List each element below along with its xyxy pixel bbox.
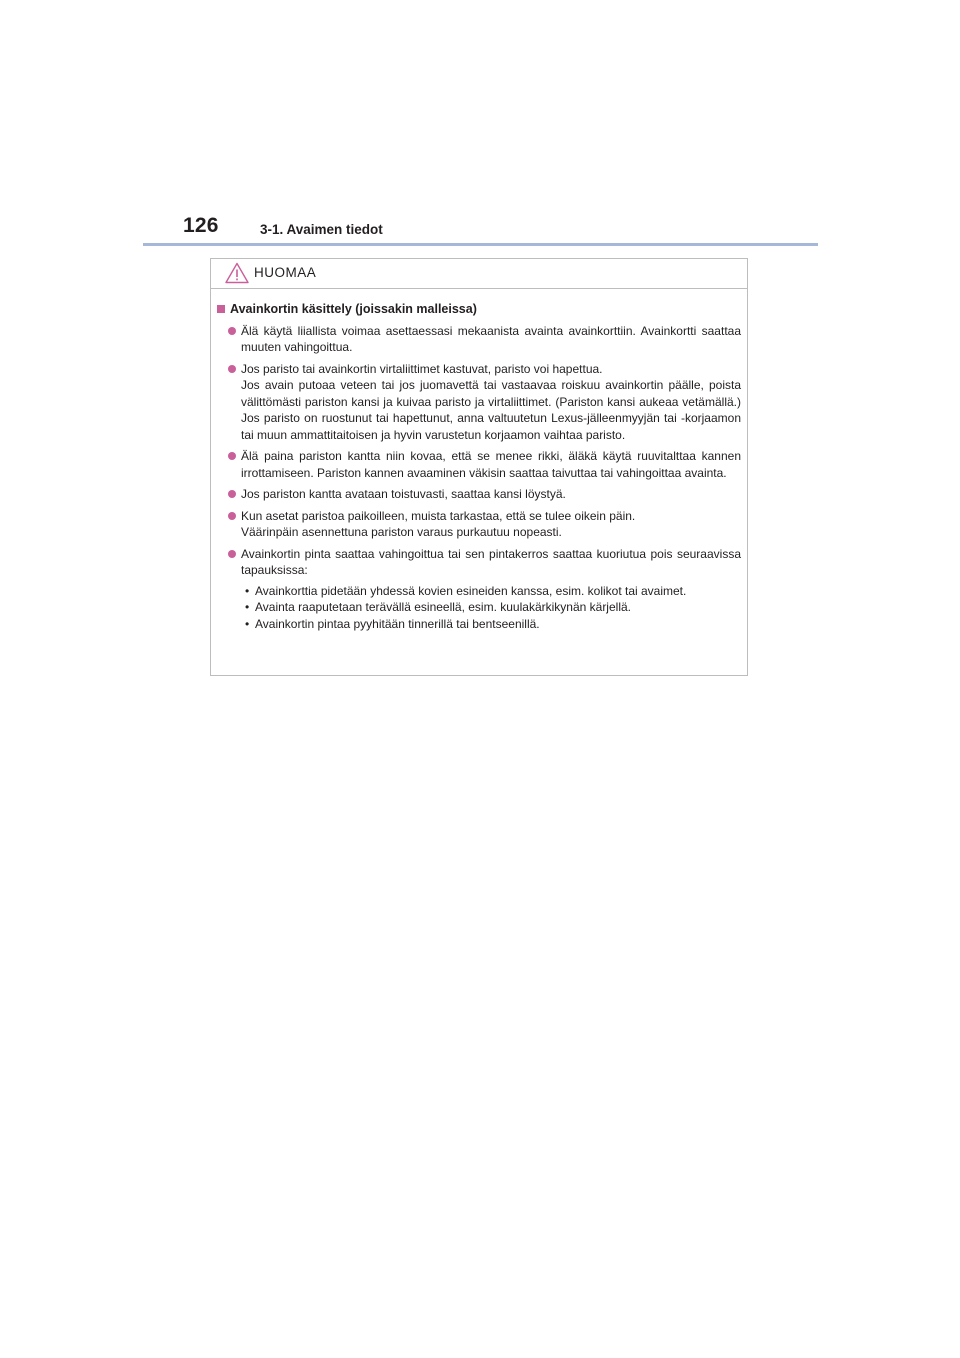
bullet-item [228,448,741,481]
subheading-text: Avainkortin käsittely (joissakin malleissa) [230,302,477,316]
notice-box [210,258,748,676]
bullet-text [241,486,741,503]
section-title: 3-1. Avaimen tiedot [260,222,383,237]
warning-triangle-icon [225,262,249,284]
notice-subheading [217,301,741,318]
round-bullet-icon [228,365,236,373]
sub-list-text: Avainta raaputetaan terävällä esineellä, esim. kuulakärkikynän kärjellä. [255,600,631,614]
small-bullet-icon: • [245,583,250,598]
header-rule [143,243,818,246]
bullet-paragraph: Kun asetat paristoa paikoilleen, muista tarkastaa, että se tulee oikein päin. [241,508,636,523]
round-bullet-icon [228,512,236,520]
bullet-paragraph: Avainkortin pinta saattaa vahingoittua tai sen pintakerros saattaa kuoriutua pois seuraavissa tapauksissa: [241,546,741,577]
small-bullet-icon: • [245,616,250,631]
page-number: 126 [183,214,219,237]
bullet-item [228,508,741,541]
bullet-text [241,546,741,633]
square-bullet-icon [217,305,225,313]
bullet-paragraph: Jos avain putoaa veteen tai jos juomavettä tai vastaavaa roiskuu avainkortin päälle, poista välittömästi pariston kansi ja kuivaa paristo ja virtaliittimet. (Pariston kansi aukeaa vetämällä.) Jos paristo on ruostunut tai hapettunut, anna valtuutetun Lexus-jälleenmyyjän tai -korjaamon tai muun ammattitaitoisen ja hyvin varustetun korjaamon vaihtaa paristo. [241,378,741,442]
round-bullet-icon [228,327,236,335]
sub-list-item [245,583,741,600]
bullet-item [228,486,741,503]
bullet-paragraph: Älä käytä liiallista voimaa asettaessasi mekaanista avainta avainkorttiin. Avainkortti saattaa muuten vahingoittua. [241,323,741,354]
round-bullet-icon [228,490,236,498]
bullet-paragraph: Jos paristo tai avainkortin virtaliittimet kastuvat, paristo voi hapettua. [241,361,603,376]
bullet-paragraph: Älä paina pariston kantta niin kovaa, että se menee rikki, äläkä käytä ruuvitalttaa kannen irrottamiseen. Pariston kannen avaaminen väkisin saattaa taivuttaa tai vahingoittaa avainta. [241,449,741,480]
sub-list-item [245,616,741,633]
bullet-text [241,323,741,356]
bullet-item [228,546,741,633]
sub-list-item [245,599,741,616]
notice-body [211,289,747,632]
sub-list-text: Avainkorttia pidetään yhdessä kovien esineiden kanssa, esim. kolikot tai avaimet. [255,583,687,598]
bullet-text [241,448,741,481]
round-bullet-icon [228,452,236,460]
sub-list [241,583,741,633]
bullet-paragraph: Väärinpäin asennettuna pariston varaus purkautuu nopeasti. [241,525,562,539]
bullet-paragraph: Jos pariston kantta avataan toistuvasti, saattaa kansi löystyä. [241,487,566,501]
bullet-item [228,323,741,356]
round-bullet-icon [228,550,236,558]
notice-title: HUOMAA [254,265,317,280]
small-bullet-icon: • [245,600,250,614]
bullet-text [241,361,741,444]
notice-header [211,259,747,289]
bullet-item [228,361,741,444]
sub-list-text: Avainkortin pintaa pyyhitään tinnerillä tai bentseenillä. [255,616,540,631]
bullet-text [241,508,741,541]
